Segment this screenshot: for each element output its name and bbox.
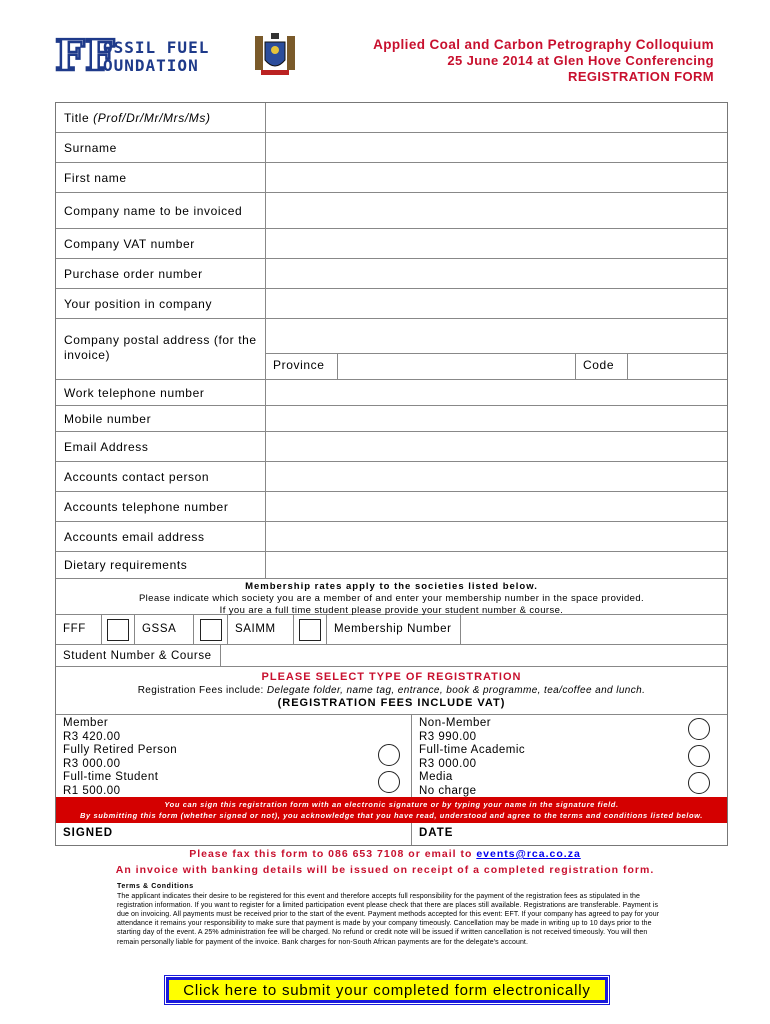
svg-text:FF: FF: [55, 31, 115, 80]
signed-field[interactable]: [56, 823, 412, 845]
company-name-label: Company name to be invoiced: [56, 193, 266, 228]
accounts-contact-label: Accounts contact person: [56, 462, 266, 491]
society-fff-cell: [102, 615, 135, 644]
registration-options-left: [56, 715, 412, 797]
vat-label: Company VAT number: [56, 229, 266, 258]
accounts-contact-input[interactable]: [266, 462, 727, 491]
registration-form: [55, 102, 728, 846]
email-label: Email Address: [56, 432, 266, 461]
society-gssa-checkbox[interactable]: [200, 619, 222, 641]
vat-note: (REGISTRATION FEES INCLUDE VAT): [277, 697, 506, 709]
position-input[interactable]: [266, 289, 727, 318]
terms-title: Terms & Conditions: [117, 883, 194, 890]
academic-radio[interactable]: [688, 745, 710, 767]
code-input[interactable]: [628, 354, 727, 379]
event-title: Applied Coal and Carbon Petrography Colloquium: [373, 37, 714, 52]
submit-form-button[interactable]: Click here to submit your completed form electronically: [166, 977, 608, 1003]
society-saimm-cell: [294, 615, 327, 644]
event-heading: [373, 37, 714, 85]
registration-options-right: [412, 715, 727, 797]
society-gssa-cell: [194, 615, 228, 644]
email-input[interactable]: [266, 432, 727, 461]
work-tel-label: Work telephone number: [56, 380, 266, 405]
first-name-row: [56, 163, 727, 193]
date-label: DATE: [419, 827, 454, 839]
student-label: Student Number & Course: [56, 645, 221, 666]
mobile-label: Mobile number: [56, 406, 266, 431]
media-radio[interactable]: [688, 772, 710, 794]
po-input[interactable]: [266, 259, 727, 288]
position-row: [56, 289, 727, 319]
option-student: Full-time Student R1 500.00: [63, 771, 159, 797]
societies-row: [56, 615, 727, 645]
registration-options: [56, 715, 727, 797]
ff-logo-mark-icon: [55, 31, 115, 80]
title-label: Title (Prof/Dr/Mr/Mrs/Ms): [56, 103, 266, 132]
dietary-label: Dietary requirements: [56, 552, 266, 578]
accounts-tel-input[interactable]: [266, 492, 727, 521]
retired-radio[interactable]: [378, 744, 400, 766]
society-saimm-label: SAIMM: [228, 615, 294, 644]
accounts-email-row: [56, 522, 727, 552]
membership-number-label: Membership Number: [327, 615, 461, 644]
option-media: Media No charge: [419, 771, 477, 797]
coat-of-arms-icon: [252, 32, 298, 78]
signature-notice-bar: You can sign this registration form with an electronic signature or by typing your name in the signature field. By submitting this form (whether signed or not), you acknowledge that you have read, understood and agree to the terms and conditions listed below.: [56, 797, 727, 823]
student-radio[interactable]: [378, 771, 400, 793]
work-tel-row: [56, 380, 727, 406]
accounts-tel-row: [56, 492, 727, 522]
society-fff-checkbox[interactable]: [107, 619, 129, 641]
mobile-row: [56, 406, 727, 432]
postal-address-input[interactable]: [266, 319, 727, 354]
vat-input[interactable]: [266, 229, 727, 258]
student-input[interactable]: [221, 645, 727, 666]
terms-body: The applicant indicates their desire to be registered for this event and therefore accepts full responsibility for the payment of the registration fees as stipulated in the registration information. If you want to register for a limited participation event please check that there are places still available. Registrations are transferable. Payment is due on invoicing. All payments must be received prior to the start of the event. Payment methods accepted for this event: EFT. If your company has agreed to pay for your attendance it remains your responsibility to make sure that payment is made by your company timeously. Cancellation may be made in writing up to 10 days prior to the starting day of the event. A 25% administration fee will be charged. No refund or credit note will be issued if written cancellation is not received timeously. You will then remain personally liable for payment of the invoice. Bank charges for non-South African payments are for the delegate's account.: [117, 893, 660, 946]
email-row: [56, 432, 727, 462]
signed-label: SIGNED: [63, 827, 114, 839]
fees-include-line: Registration Fees include: Delegate folder, name tag, entrance, book & programme, tea/coffee and lunch.: [137, 685, 646, 696]
accounts-email-input[interactable]: [266, 522, 727, 551]
surname-row: [56, 133, 727, 163]
event-date-venue: 25 June 2014 at Glen Hove Conferencing: [447, 53, 714, 68]
first-name-input[interactable]: [266, 163, 727, 192]
fax-email-line: Please fax this form to 086 653 7108 or email to events@rca.co.za: [189, 848, 581, 860]
society-saimm-checkbox[interactable]: [299, 619, 321, 641]
student-row: [56, 645, 727, 667]
option-non-member: Non-Member R3 990.00: [419, 717, 492, 743]
membership-note: Membership rates apply to the societies listed below. Please indicate which society you are a member of and enter your membership number in the space provided. If you are a full time student please provide your student number & course.: [56, 579, 727, 615]
option-member: Member R3 420.00: [63, 717, 121, 743]
work-tel-input[interactable]: [266, 380, 727, 405]
title-row: [56, 103, 727, 133]
option-academic: Full-time Academic R3 000.00: [419, 744, 526, 770]
title-input[interactable]: [266, 103, 727, 132]
province-code-row: [266, 354, 727, 379]
option-retired: Fully Retired Person R3 000.00: [63, 744, 178, 770]
po-label: Purchase order number: [56, 259, 266, 288]
society-gssa-label: GSSA: [135, 615, 194, 644]
surname-input[interactable]: [266, 133, 727, 162]
po-row: [56, 259, 727, 289]
first-name-label: First name: [56, 163, 266, 192]
company-name-input[interactable]: [266, 193, 727, 228]
registration-heading: [56, 667, 727, 715]
postal-fields: [266, 319, 727, 379]
logo-text-line1: OSSIL FUEL: [103, 38, 210, 57]
code-label: Code: [576, 354, 628, 379]
society-fff-label: FFF: [56, 615, 102, 644]
invoice-note: An invoice with banking details will be issued on receipt of a completed registration form.: [115, 864, 655, 876]
postal-label: Company postal address (for the invoice): [56, 319, 266, 379]
signature-row: [56, 823, 727, 845]
vat-row: [56, 229, 727, 259]
events-email-link[interactable]: events@rca.co.za: [476, 848, 581, 860]
membership-number-input[interactable]: [461, 615, 727, 644]
non-member-radio[interactable]: [688, 718, 710, 740]
company-name-row: [56, 193, 727, 229]
mobile-input[interactable]: [266, 406, 727, 431]
accounts-contact-row: [56, 462, 727, 492]
province-label: Province: [266, 354, 338, 379]
surname-label: Surname: [56, 133, 266, 162]
postal-row: [56, 319, 727, 380]
accounts-email-label: Accounts email address: [56, 522, 266, 551]
date-field[interactable]: [412, 823, 727, 845]
position-label: Your position in company: [56, 289, 266, 318]
form-name: REGISTRATION FORM: [568, 69, 714, 84]
province-input[interactable]: [338, 354, 576, 379]
terms-and-conditions: [117, 882, 665, 947]
dietary-input[interactable]: [266, 552, 727, 578]
registration-heading-title: PLEASE SELECT TYPE OF REGISTRATION: [261, 671, 522, 683]
accounts-tel-label: Accounts telephone number: [56, 492, 266, 521]
dietary-row: [56, 552, 727, 579]
logo-text-line2: OUNDATION: [103, 56, 199, 75]
